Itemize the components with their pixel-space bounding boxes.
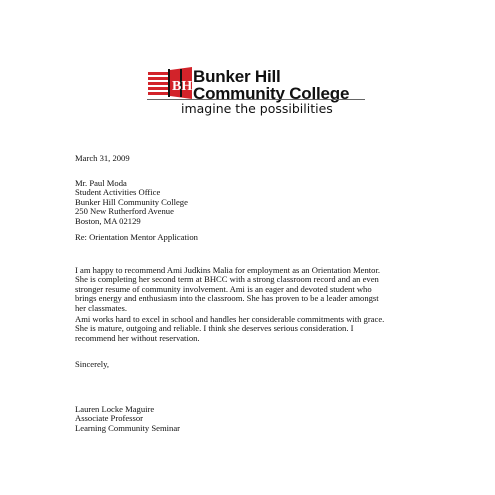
paragraph-line: She is mature, outgoing and reliable. I think she deserves serious consideration. I [75,323,354,334]
address-line: Mr. Paul Moda [75,178,127,188]
paragraph-line: stronger resume of community involvement. Ami is an eager and devoted student who [75,283,372,294]
college-name [193,68,349,102]
signature-name: Lauren Locke Maguire [75,404,155,414]
subject-line [75,233,198,242]
recipient-address [75,179,188,226]
paragraph-line: I am happy to recommend Ami Judkins Malia for employment as an Orientation Mentor. [75,265,381,275]
paragraph-line: brings energy and enthusiasm into the classroom. She has proven to be a leader amongst [75,293,379,304]
college-logo-mark-icon [146,66,192,100]
subject-text: Re: Orientation Mentor Application [75,232,198,242]
letter-date [75,154,130,163]
paragraph-line: recommend her without reservation. [75,332,200,343]
college-name-line2: Community College [193,84,350,103]
date-text: March 31, 2009 [75,153,130,163]
address-line: Bunker Hill Community College [75,196,188,207]
body-paragraph-1 [75,266,380,313]
signature-title: Associate Professor [75,413,144,424]
address-line: Boston, MA 02129 [75,215,141,226]
signature-block [75,405,180,433]
signature-department: Learning Community Seminar [75,422,181,433]
paragraph-line: She is completing her second term at BHCC with a strong classroom record and an even [75,274,379,285]
closing-text: Sincerely, [75,359,110,369]
college-tagline: imagine the possibilities [147,99,365,116]
college-name-line1: Bunker Hill [193,67,281,86]
letter-closing [75,360,109,369]
address-line: Student Activities Office [75,187,161,198]
college-logo-mark-text: BH [172,79,192,94]
paragraph-line: her classmates. [75,302,128,313]
address-line: 250 New Rutherford Avenue [75,206,174,217]
body-paragraph-2 [75,315,384,343]
paragraph-line: Ami works hard to excel in school and handles her considerable commitments with grace. [75,314,385,324]
